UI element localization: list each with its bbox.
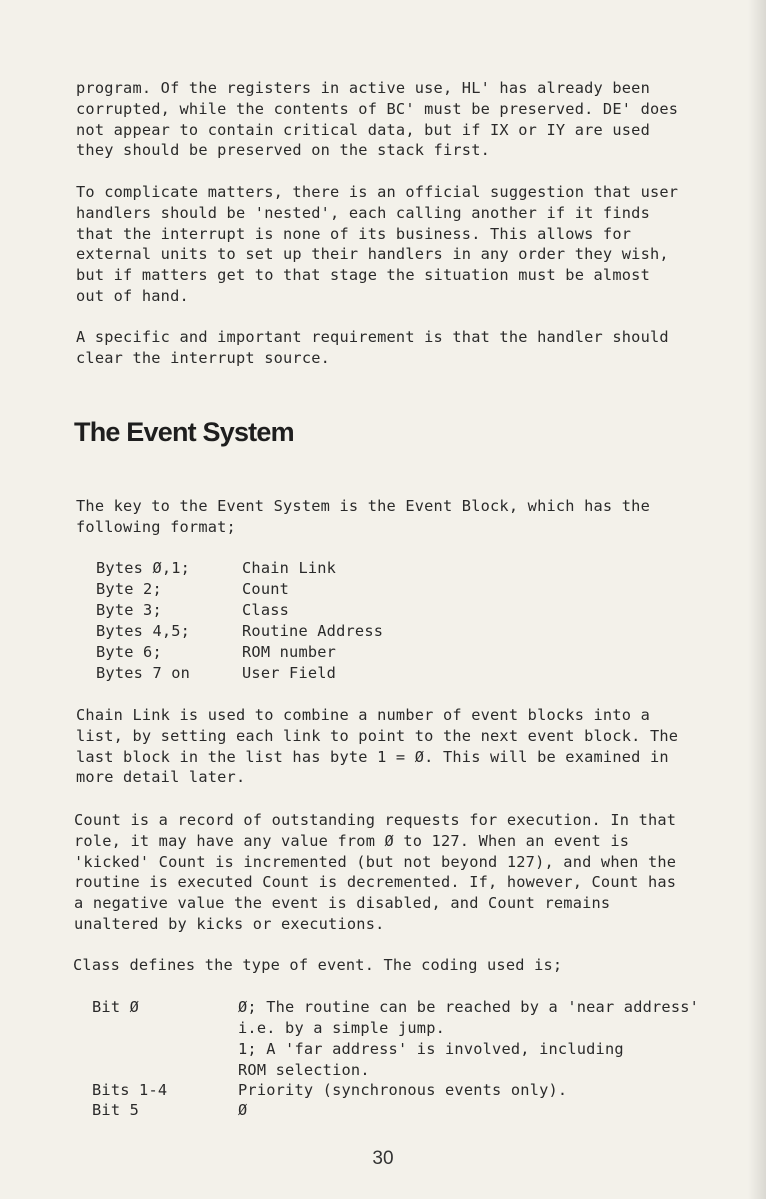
class-bit-desc: Ø; The routine can be reached by a 'near address' (238, 998, 700, 1016)
text-line: 'kicked' Count is incremented (but not beyond 127), and when the (74, 852, 677, 871)
paragraph-chain-link (76, 705, 746, 788)
text-line: Chain Link is used to combine a number of event blocks into a (76, 706, 650, 724)
format-bytes: Byte 3; (96, 601, 162, 619)
text-line: a negative value the event is disabled, and Count remains (74, 894, 611, 913)
format-field: Routine Address (242, 622, 384, 640)
format-field: Chain Link (242, 559, 337, 577)
class-bit-label: Bits 1-4 (92, 1081, 168, 1099)
text-line: A specific and important requirement is that the handler should (76, 328, 669, 346)
text-line: but if matters get to that stage the situation must be almost (76, 266, 650, 285)
class-bit-desc: 1; A 'far address' is involved, including (238, 1040, 624, 1058)
class-bit-label: Bit Ø (92, 998, 140, 1016)
format-bytes: Byte 6; (96, 643, 162, 661)
paragraph-class-intro (73, 955, 743, 976)
format-field: User Field (242, 664, 337, 682)
class-bit-desc: ROM selection. (238, 1061, 370, 1079)
paragraph-requirement (76, 327, 746, 369)
text-line: external units to set up their handlers in any order they wish, (76, 245, 669, 264)
text-line: last block in the list has byte 1 = Ø. This will be examined in (76, 747, 669, 766)
format-bytes: Bytes 7 on (96, 664, 191, 682)
format-bytes: Byte 2; (96, 580, 162, 598)
text-line: clear the interrupt source. (76, 348, 331, 367)
text-line: that the interrupt is none of its business. This allows for (76, 224, 632, 243)
format-field: Count (242, 580, 290, 598)
text-line: Count is a record of outstanding requests for execution. In that (74, 811, 677, 829)
class-bit-desc: Ø (238, 1101, 248, 1119)
format-field: ROM number (242, 643, 337, 661)
text-line: out of hand. (76, 286, 189, 305)
class-bit-desc: i.e. by a simple jump. (238, 1019, 446, 1037)
text-line: The key to the Event System is the Event Block, which has the (76, 497, 650, 515)
format-bytes: Bytes Ø,1; (96, 559, 191, 577)
page-edge-shadow (748, 0, 766, 1199)
class-bit-desc: Priority (synchronous events only). (238, 1081, 568, 1099)
text-line: following format; (76, 517, 236, 536)
text-line: not appear to contain critical data, but if IX or IY are used (76, 120, 650, 139)
text-line: To complicate matters, there is an official suggestion that user (76, 183, 679, 201)
text-line: corrupted, while the contents of BC' must be preserved. DE' does (76, 99, 679, 118)
text-line: more detail later. (76, 768, 246, 787)
section-heading: The Event System (74, 417, 294, 447)
text-line: program. Of the registers in active use, HL' has already been (76, 79, 650, 97)
paragraph-nested-handlers (76, 182, 746, 307)
paragraph-event-block-intro (76, 496, 746, 538)
paragraph-count (74, 810, 744, 935)
text-line: list, by setting each link to point to the next event block. The (76, 726, 679, 745)
text-line: role, it may have any value from Ø to 127. When an event is (74, 831, 630, 850)
paragraph-registers (76, 78, 746, 161)
class-bit-label: Bit 5 (92, 1101, 140, 1119)
format-field: Class (242, 601, 290, 619)
text-line: routine is executed Count is decremented. If, however, Count has (74, 873, 677, 892)
format-bytes: Bytes 4,5; (96, 622, 191, 640)
page-number: 30 (372, 1148, 394, 1169)
text-line: handlers should be 'nested', each calling another if it finds (76, 203, 650, 222)
text-line: they should be preserved on the stack first. (76, 141, 491, 160)
text-line: unaltered by kicks or executions. (74, 914, 385, 933)
text-line: Class defines the type of event. The coding used is; (73, 956, 563, 974)
